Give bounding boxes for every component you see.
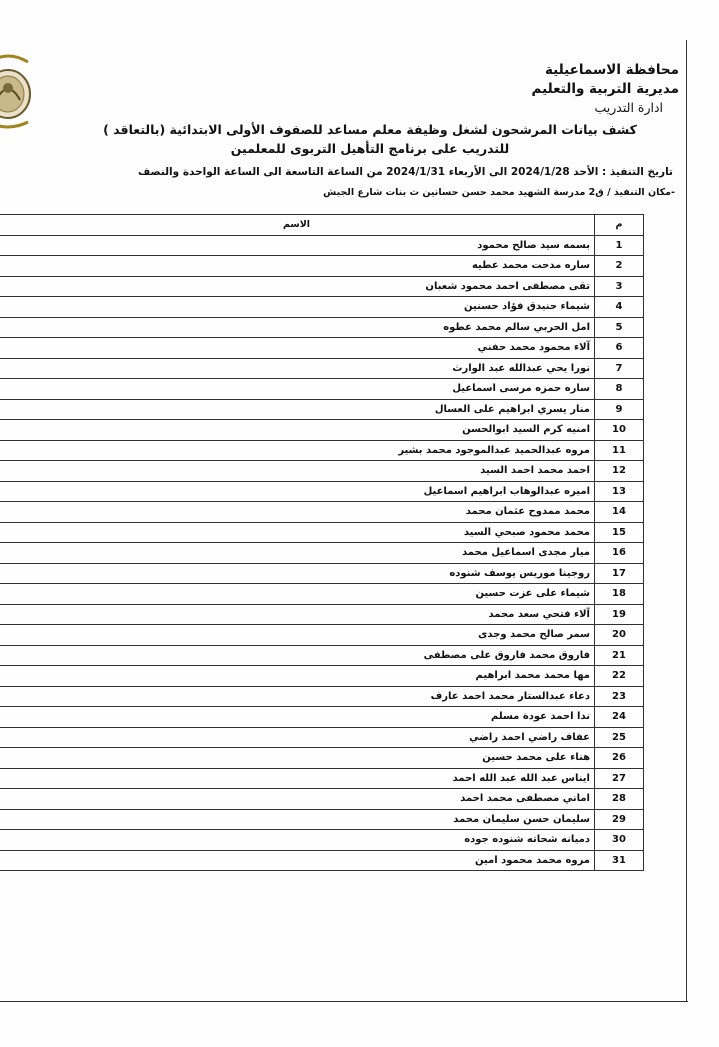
candidate-name: محمد محمود صبحي السيد [0, 522, 595, 543]
table-row [0, 707, 644, 728]
row-number: 12 [595, 461, 644, 482]
candidate-name: محمد ممدوح عثمان محمد [0, 502, 595, 523]
execution-place-line: -مكان التنفيذ / ق2 مدرسة الشهيد محمد حسن حسانين ث بنات شارع الجيش [323, 187, 675, 198]
directorate-label: مديرية التربية والتعليم [531, 81, 679, 97]
row-number: 20 [595, 625, 644, 646]
row-number: 18 [595, 584, 644, 605]
execution-date-line: تاريخ التنفيذ : الأحد 2024/1/28 الى الأربعاء 2024/1/31 من الساعة التاسعة الى الساعة الواحدة والنصف [137, 166, 673, 178]
row-number: 2 [595, 256, 644, 277]
candidate-name: فاروق محمد فاروق على مصطفى [0, 645, 595, 666]
row-number: 16 [595, 543, 644, 564]
candidate-name: ساره مدحت محمد عطيه [0, 256, 595, 277]
candidate-name: بسمه سيد صالح محمود [0, 235, 595, 256]
table-row [0, 748, 644, 769]
table-row [0, 276, 644, 297]
table-row [0, 338, 644, 359]
table-row [0, 440, 644, 461]
candidate-name: سمر صالح محمد وجدى [0, 625, 595, 646]
row-number: 26 [595, 748, 644, 769]
ministry-logo-icon [0, 48, 34, 130]
candidate-name: ندا احمد عودة مسلم [0, 707, 595, 728]
table-row [0, 625, 644, 646]
row-number: 8 [595, 379, 644, 400]
table-row [0, 420, 644, 441]
column-header-name: الاسم [0, 215, 595, 236]
row-number: 1 [595, 235, 644, 256]
candidate-name: دعاء عبدالستار محمد احمد عارف [0, 686, 595, 707]
candidate-name: شيماء حنيدق فؤاد حسنين [0, 297, 595, 318]
row-number: 28 [595, 789, 644, 810]
table-row [0, 686, 644, 707]
candidate-name: مها محمد محمد ابراهيم [0, 666, 595, 687]
candidate-name: تقى مصطفى احمد محمود شعبان [0, 276, 595, 297]
row-number: 31 [595, 850, 644, 871]
candidate-name: روجينا موريس يوسف شنوده [0, 563, 595, 584]
page-right-border [686, 40, 687, 1002]
table-row [0, 461, 644, 482]
table-row [0, 809, 644, 830]
row-number: 21 [595, 645, 644, 666]
candidate-name: شيماء على عزت حسين [0, 584, 595, 605]
table-row [0, 830, 644, 851]
table-row [0, 789, 644, 810]
document-subtitle: للتدريب على برنامج التأهيل التربوى للمعلمين [230, 141, 510, 156]
candidate-name: سليمان حسن سليمان محمد [0, 809, 595, 830]
candidate-name: مروه عبدالحميد عبدالموجود محمد بشير [0, 440, 595, 461]
candidate-name: منار يسري ابراهيم على العسال [0, 399, 595, 420]
candidate-name: امل الحربي سالم محمد عطوه [0, 317, 595, 338]
table-row [0, 256, 644, 277]
row-number: 5 [595, 317, 644, 338]
row-number: 22 [595, 666, 644, 687]
candidate-name: مروه محمد محمود امين [0, 850, 595, 871]
document-title: كشف بيانات المرشحون لشغل وظيفة معلم مساعد للصفوف الأولى الابتدائية (بالتعاقد ) [103, 122, 637, 137]
table-row [0, 604, 644, 625]
row-number: 23 [595, 686, 644, 707]
row-number: 25 [595, 727, 644, 748]
candidates-table [0, 214, 644, 871]
table-row [0, 543, 644, 564]
table-row [0, 850, 644, 871]
candidate-name: عفاف راضي احمد راضي [0, 727, 595, 748]
table-header-row [0, 215, 644, 236]
row-number: 19 [595, 604, 644, 625]
table-row [0, 358, 644, 379]
table-row [0, 522, 644, 543]
table-row [0, 666, 644, 687]
table-row [0, 502, 644, 523]
table-row [0, 727, 644, 748]
candidate-name: آلاء محمود محمد حفني [0, 338, 595, 359]
table-row [0, 399, 644, 420]
candidate-name: اماني مصطفى محمد احمد [0, 789, 595, 810]
table-row [0, 379, 644, 400]
row-number: 27 [595, 768, 644, 789]
table-row [0, 317, 644, 338]
candidate-name: احمد محمد احمد السيد [0, 461, 595, 482]
candidate-name: ايناس عبد الله عبد الله احمد [0, 768, 595, 789]
table-row [0, 481, 644, 502]
row-number: 11 [595, 440, 644, 461]
row-number: 10 [595, 420, 644, 441]
page-bottom-border [0, 1001, 688, 1002]
candidate-name: هناء على محمد حسين [0, 748, 595, 769]
table-row [0, 297, 644, 318]
candidate-name: آلاء فتحي سعد محمد [0, 604, 595, 625]
row-number: 14 [595, 502, 644, 523]
candidate-name: ميار مجدى اسماعيل محمد [0, 543, 595, 564]
row-number: 13 [595, 481, 644, 502]
row-number: 7 [595, 358, 644, 379]
row-number: 17 [595, 563, 644, 584]
row-number: 29 [595, 809, 644, 830]
row-number: 15 [595, 522, 644, 543]
governorate-label: محافظة الاسماعيلية [544, 62, 679, 78]
department-label: ادارة التدريب [594, 100, 663, 115]
row-number: 4 [595, 297, 644, 318]
candidate-name: نورا يحي عبدالله عبد الوارث [0, 358, 595, 379]
table-row [0, 563, 644, 584]
row-number: 24 [595, 707, 644, 728]
table-row [0, 645, 644, 666]
column-header-number: م [595, 215, 644, 236]
row-number: 6 [595, 338, 644, 359]
row-number: 3 [595, 276, 644, 297]
table-row [0, 584, 644, 605]
row-number: 9 [595, 399, 644, 420]
candidate-name: دميانه شحاته شنوده جوده [0, 830, 595, 851]
row-number: 30 [595, 830, 644, 851]
candidate-name: امنيه كرم السيد ابوالحسن [0, 420, 595, 441]
candidate-name: ساره حمزه مرسى اسماعيل [0, 379, 595, 400]
table-row [0, 235, 644, 256]
table-row [0, 768, 644, 789]
candidate-name: اميره عبدالوهاب ابراهيم اسماعيل [0, 481, 595, 502]
